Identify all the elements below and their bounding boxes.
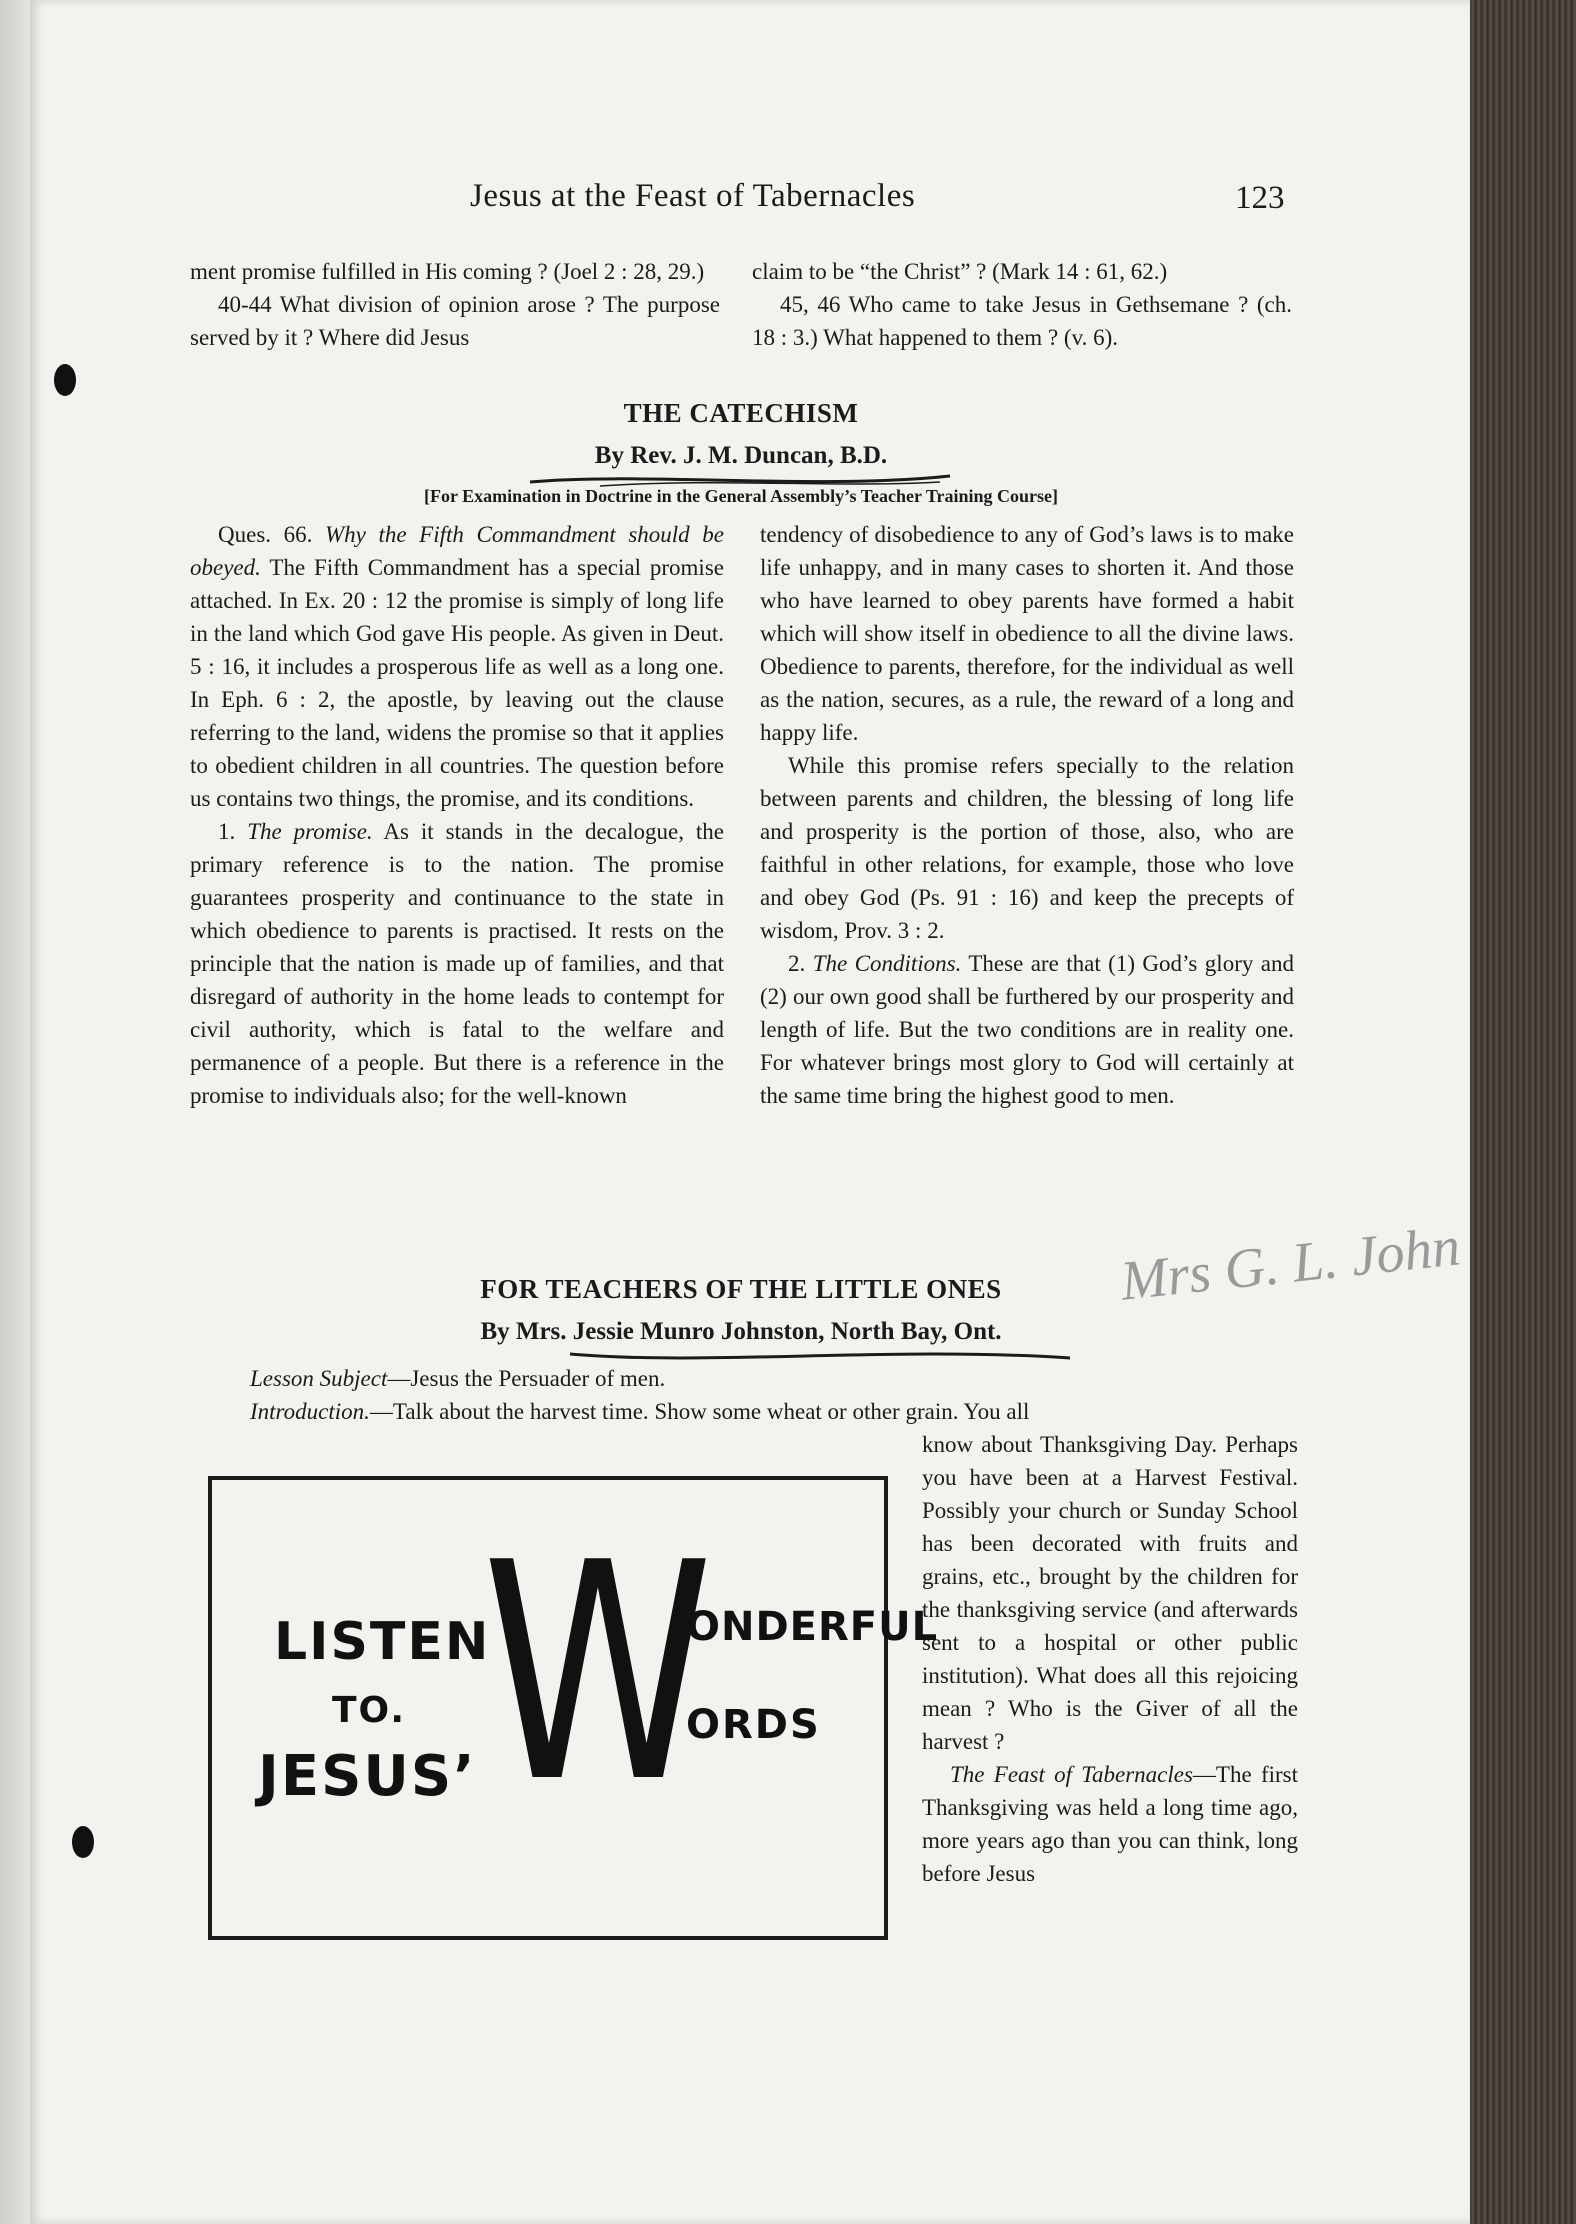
ad-word-ords: ORDS xyxy=(686,1702,821,1748)
catechism-note: [For Examination in Doctrine in the General Assembly’s Teacher Training Course] xyxy=(424,486,1058,506)
ad-word-onderful: ONDERFUL xyxy=(686,1604,939,1650)
question-text: 40-44 What division of opinion arose ? The purpose served by it ? Where did Jesus xyxy=(190,292,720,350)
subheading-italic: The Feast of Tabernacles xyxy=(950,1762,1193,1787)
lesson-label: Lesson Subject xyxy=(250,1366,388,1391)
question-text: ment promise fulfilled in His coming ? (Joel 2 : 28, 29.) xyxy=(190,259,705,284)
intro-label: Introduction. xyxy=(250,1399,370,1424)
question-text: claim to be “the Christ” ? (Mark 14 : 61, 62.) xyxy=(752,259,1168,284)
illustration-box xyxy=(208,1476,939,1940)
question-italic: Why the Fifth Commandment should be obeyed. xyxy=(190,522,724,580)
catechism-left-column xyxy=(190,518,724,1112)
question-text: 45, 46 Who came to take Jesus in Gethsemane ? (ch. 18 : 3.) What happened to them ? (v. 6). xyxy=(752,292,1292,350)
catechism-right-column xyxy=(760,518,1294,1112)
paragraph xyxy=(922,1758,1298,1890)
point-number: 1. xyxy=(218,819,236,844)
point-italic: The Conditions. xyxy=(812,951,962,976)
top-questions-left xyxy=(190,255,720,354)
paragraph-text: tendency of disobedience to any of God’s laws is to make life unhappy, and in many cases to shorten it. And those who have learned to obey parents have formed a habit which will show itself in obedience to all the divine laws. Obedience to parents, therefore, for the individual as well as the nation, secures, as a rule, the reward of a long and happy life. xyxy=(760,522,1294,745)
catechism-paragraph xyxy=(760,947,1294,1112)
paragraph-text: know about Thanksgiving Day. Perhaps you have been at a Harvest Festival. Possibly your church or Sunday School has been decorated with fruits and grains, etc., brought by the children for the thanksgiving service (and afterwards sent to a hospital or other public institution). What does all this rejoicing mean ? Who is the Giver of all the harvest ? xyxy=(922,1432,1298,1754)
catechism-byline: By Rev. J. M. Duncan, B.D. xyxy=(594,442,888,469)
teachers-byline: By Mrs. Jessie Munro Johnston, North Bay, Ont. xyxy=(480,1318,1002,1345)
catechism-paragraph xyxy=(190,815,724,1112)
lesson-subject xyxy=(250,1362,1300,1428)
paragraph-text: —The first Thanksgiving was held a long time ago, more years ago than you can think, long before Jesus xyxy=(922,1762,1298,1886)
binding-hole xyxy=(72,1826,94,1858)
running-head: Jesus at the Feast of Tabernacles xyxy=(470,178,916,214)
paragraph-text: As it stands in the decalogue, the primary reference is to the nation. The promise guarantees prosperity and continuance to the state in which obedience to parents is practised. It rests on the principle that the nation is made up of families, and that disregard of authority in the home leads to contempt for civil authority, which is fatal to the welfare and permanence of a people. But there is a reference in the promise to individuals also; for the well-known xyxy=(190,819,725,1108)
binding-hole xyxy=(54,364,76,396)
top-questions-right xyxy=(752,255,1292,354)
page-number: 123 xyxy=(1235,180,1285,216)
intro-text: —Talk about the harvest time. Show some wheat or other grain. You all xyxy=(369,1399,1030,1424)
question-number: Ques. 66. xyxy=(218,522,313,547)
paragraph-text: While this promise refers specially to the relation between parents and children, the blessing of long life and prosperity is the portion of those, also, who are faithful in other relations, for example, those who love and obey God (Ps. 91 : 16) and keep the precepts of wisdom, Prov. 3 : 2. xyxy=(760,753,1294,943)
ad-big-w: W xyxy=(482,1499,714,1848)
ad-word-listen: LISTEN xyxy=(274,1612,491,1672)
paragraph-text: The Fifth Commandment has a special promise attached. In Ex. 20 : 12 the promise is simply of long life in the land which God gave His people. As given in Deut. 5 : 16, it includes a prosperous life as well as a long one. In Eph. 6 : 2, the apostle, by leaving out the clause referring to the land, widens the promise so that it applies to obedient children in all countries. The question before us contains two things, the promise, and its conditions. xyxy=(190,555,724,811)
handwritten-signature: Mrs G. L. John xyxy=(1117,1215,1463,1313)
teachers-title: FOR TEACHERS OF THE LITTLE ONES xyxy=(480,1274,1002,1304)
point-italic: The promise. xyxy=(247,819,373,844)
paragraph-text: These are that (1) God’s glory and (2) our own good shall be furthered by our prosperity and length of life. But the two conditions are in reality one. For whatever brings most glory to God will certainly at the same time bring the highest good to men. xyxy=(760,951,1294,1108)
catechism-paragraph xyxy=(190,518,724,815)
teachers-right-column xyxy=(922,1428,1298,1890)
lesson-text: —Jesus the Persuader of men. xyxy=(387,1366,666,1391)
book-edge xyxy=(1470,0,1576,2224)
ad-word-jesus: JESUS’ xyxy=(258,1744,477,1809)
catechism-title: THE CATECHISM xyxy=(623,398,859,428)
point-number: 2. xyxy=(788,951,806,976)
ad-word-to: TO. xyxy=(332,1690,407,1731)
